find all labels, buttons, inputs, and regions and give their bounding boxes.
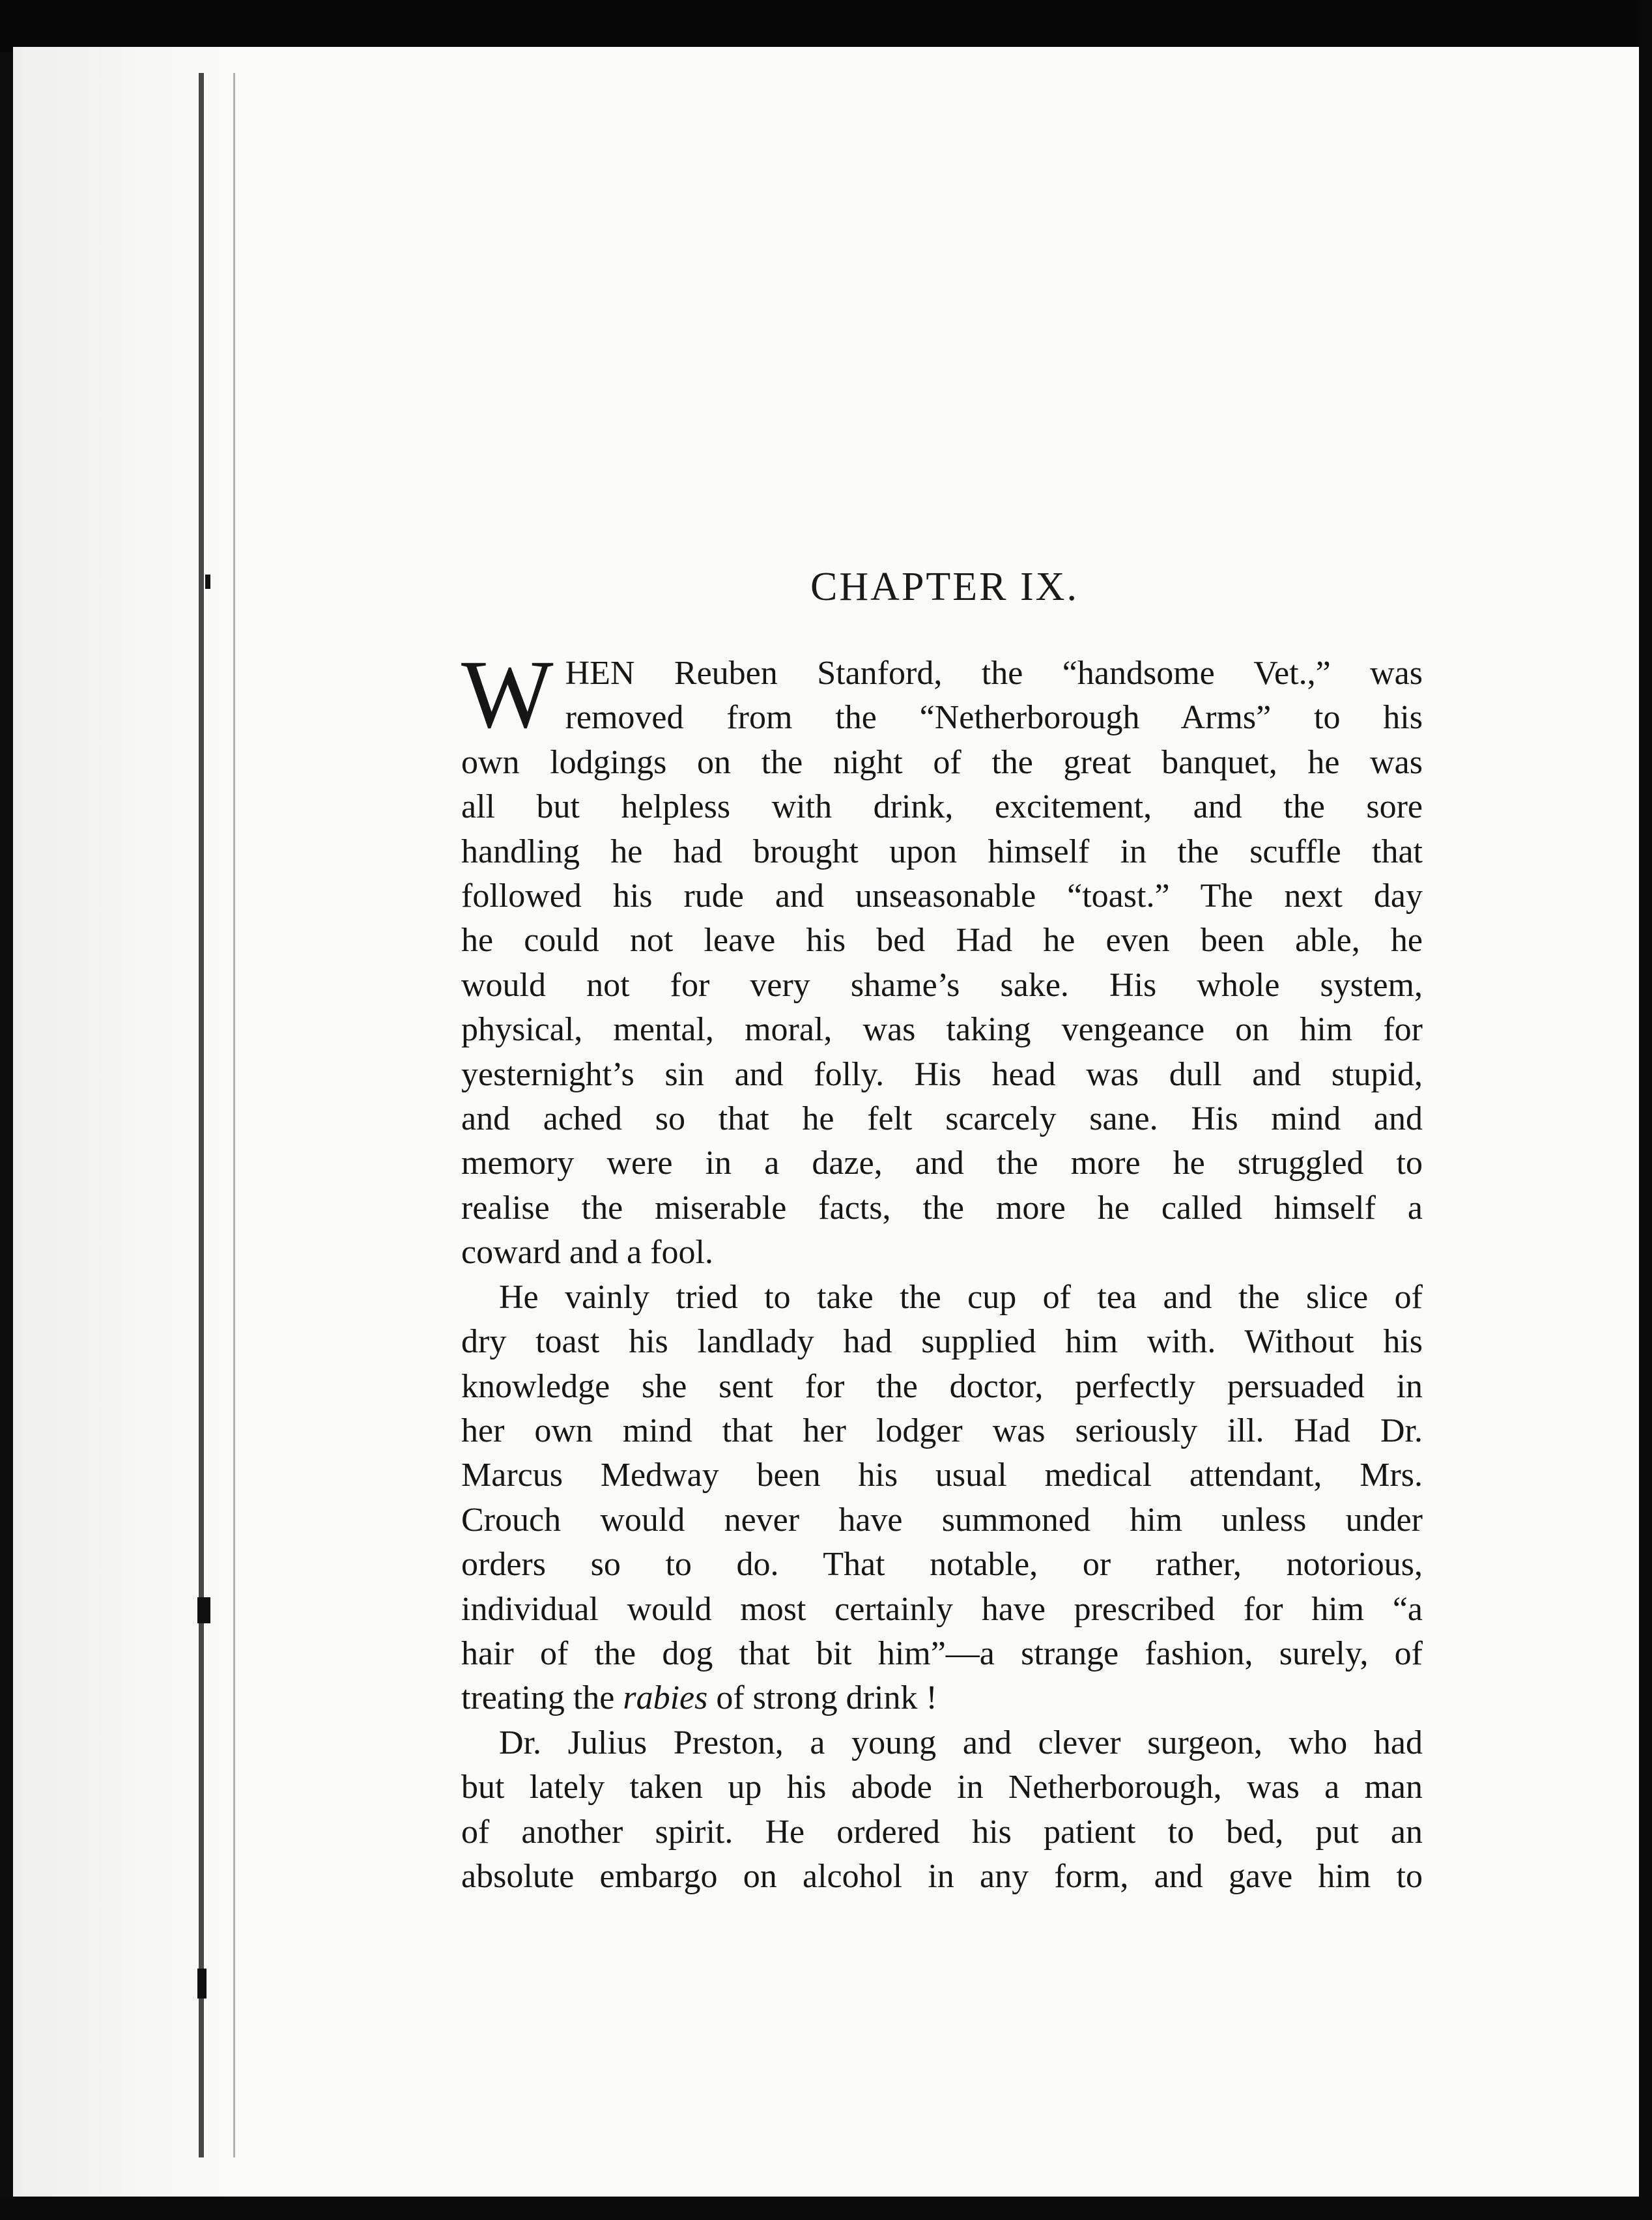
text-line: own lodgings on the night of the great banquet, he was [461,743,1423,781]
text-run: of strong drink ! [707,1679,937,1717]
spine-mark [205,575,210,589]
text-line: removed from the “Netherborough Arms” to his [565,699,1423,737]
paragraph-1 [461,640,1423,1275]
text-line: coward and a fool. [461,1234,713,1272]
text-line: individual would most certainly have prescribed for him “a [461,1590,1423,1628]
chapter-title: CHAPTER IX. [810,565,1079,609]
text-line: Dr. Julius Preston, a young and clever surgeon, who had [499,1724,1423,1761]
text-line: Marcus Medway been his usual medical attendant, Mrs. [461,1457,1423,1494]
spine-line [199,73,204,2157]
scan-right-edge [1639,0,1652,2220]
spine-line-faint [233,73,235,2157]
text-line: orders so to do. That notable, or rather, notorious, [461,1546,1423,1584]
drop-cap: W [461,640,554,748]
text-run: treating the [461,1679,623,1717]
text-line: physical, mental, moral, was taking vengeance on him for [461,1011,1423,1049]
scan-top-border [0,0,1652,52]
text-line: but lately taken up his abode in Netherborough, was a man [461,1769,1423,1806]
chapter-body [461,640,1423,1899]
text-line: yesternight’s sin and folly. His head was dull and stupid, [461,1055,1423,1093]
gutter-shade [13,47,261,2197]
text-line: HEN Reuben Stanford, the “handsome Vet.,” was [565,655,1423,692]
text-line [461,1676,1423,1720]
text-line: would not for very shame’s sake. His whole system, [461,966,1423,1004]
italic-word: rabies [623,1679,708,1717]
text-line: he could not leave his bed Had he even been able, he [461,922,1423,960]
text-line: her own mind that her lodger was seriously ill. Had Dr. [461,1412,1423,1449]
text-line: hair of the dog that bit him”—a strange fashion, surely, of [461,1634,1423,1672]
text-line: of another spirit. He ordered his patient to bed, put an [461,1813,1423,1851]
text-line: absolute embargo on alcohol in any form, and gave him to [461,1857,1423,1895]
text-line: all but helpless with drink, excitement, and the sore [461,788,1423,826]
scan-bottom-edge [0,2197,1652,2220]
text-line: and ached so that he felt scarcely sane. His mind and [461,1100,1423,1138]
text-line: followed his rude and unseasonable “toast.” The next day [461,877,1423,915]
text-line: realise the miserable facts, the more he called himself a [461,1189,1423,1227]
text-line: memory were in a daze, and the more he struggled to [461,1145,1423,1182]
text-line: He vainly tried to take the cup of tea and the slice of [499,1278,1423,1316]
text-line: knowledge she sent for the doctor, perfectly persuaded in [461,1367,1423,1405]
spine-mark [197,1597,210,1623]
text-line: Crouch would never have summoned him unless under [461,1501,1423,1539]
paragraph-2 [461,1275,1423,1721]
text-line: dry toast his landlady had supplied him with. Without his [461,1323,1423,1361]
paragraph-3 [461,1721,1423,1900]
text-line: handling he had brought upon himself in the scuffle that [461,832,1423,870]
spine-mark [197,1969,206,1999]
